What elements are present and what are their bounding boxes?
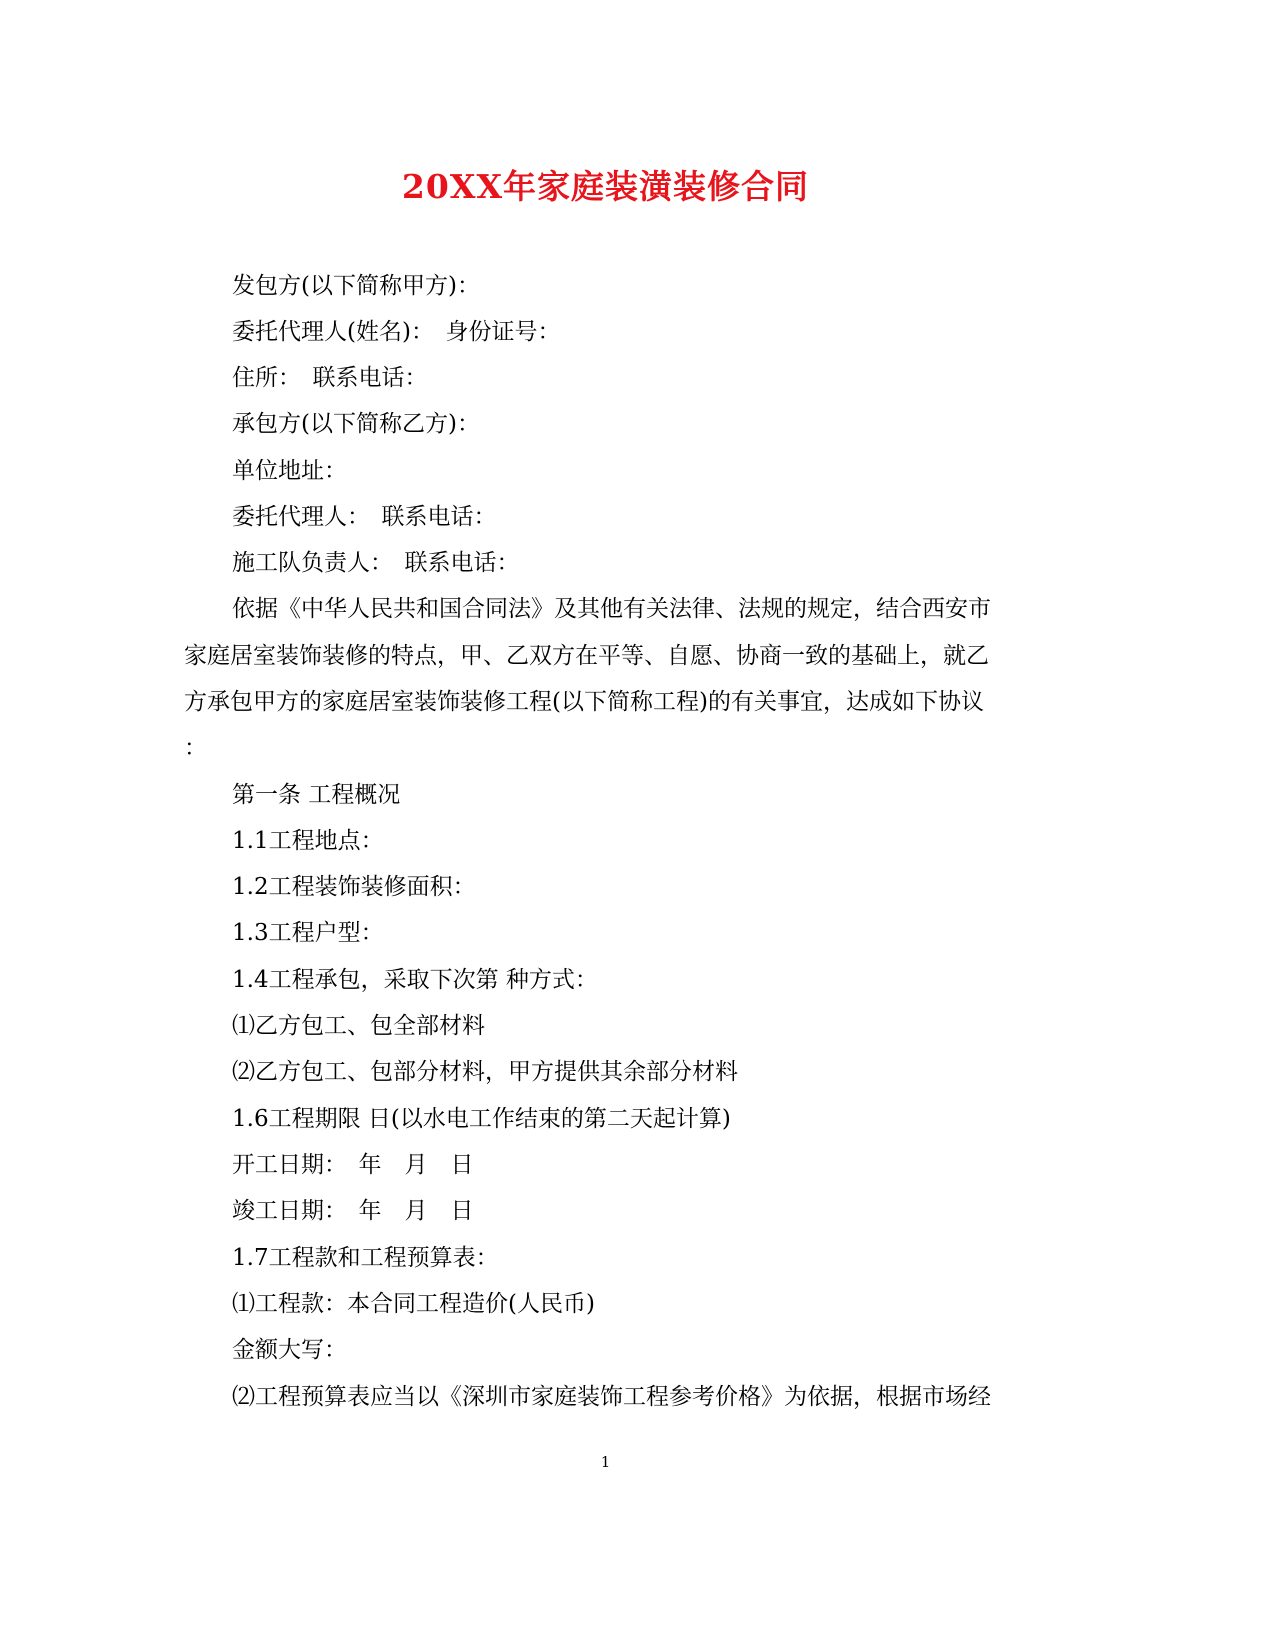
option-1: ⑴乙方包工、包全部材料 xyxy=(232,1013,485,1039)
preamble-line-1: 依据《中华人民共和国合同法》及其他有关法律、法规的规定，结合西安市 xyxy=(232,596,991,622)
construction-leader-line: 施工队负责人： 联系电话： xyxy=(232,550,520,576)
clause-1-2: 1.2工程装饰装修面积： xyxy=(232,874,476,900)
article-one-heading: 第一条 工程概况 xyxy=(232,782,401,808)
start-date-line: 开工日期： 年 月 日 xyxy=(232,1152,474,1178)
preamble-line-4: ： xyxy=(184,735,207,761)
clause-1-4: 1.4工程承包，采取下次第 种方式： xyxy=(232,967,598,993)
clause-1-7: 1.7工程款和工程预算表： xyxy=(232,1245,499,1271)
page-title: 20XX年家庭装潢装修合同 xyxy=(401,167,810,206)
party-b-address-line: 单位地址： xyxy=(232,458,347,484)
party-a-agent-line: 委托代理人(姓名)： 身份证号： xyxy=(232,319,561,345)
party-b-line: 承包方(以下简称乙方)： xyxy=(232,411,480,437)
completion-date-line: 竣工日期： 年 月 日 xyxy=(232,1198,474,1224)
clause-1-6: 1.6工程期限 日(以水电工作结束的第二天起计算) xyxy=(232,1106,731,1132)
party-a-address-line: 住所： 联系电话： xyxy=(232,365,428,391)
preamble-line-2: 家庭居室装饰装修的特点，甲、乙双方在平等、自愿、协商一致的基础上，就乙 xyxy=(184,643,989,669)
page-number: 1 xyxy=(600,1453,611,1471)
option-2: ⑵乙方包工、包部分材料，甲方提供其余部分材料 xyxy=(232,1059,738,1085)
clause-1-3: 1.3工程户型： xyxy=(232,920,384,946)
budget-line: ⑵工程预算表应当以《深圳市家庭装饰工程参考价格》为依据，根据市场经 xyxy=(232,1384,991,1410)
price-line: ⑴工程款：本合同工程造价(人民币) xyxy=(232,1291,595,1317)
clause-1-1: 1.1工程地点： xyxy=(232,828,384,854)
party-a-line: 发包方(以下简称甲方)： xyxy=(232,273,480,299)
party-b-agent-line: 委托代理人： 联系电话： xyxy=(232,504,497,530)
amount-capital-line: 金额大写： xyxy=(232,1337,347,1363)
preamble-line-3: 方承包甲方的家庭居室装饰装修工程(以下简称工程)的有关事宜，达成如下协议 xyxy=(184,689,984,715)
